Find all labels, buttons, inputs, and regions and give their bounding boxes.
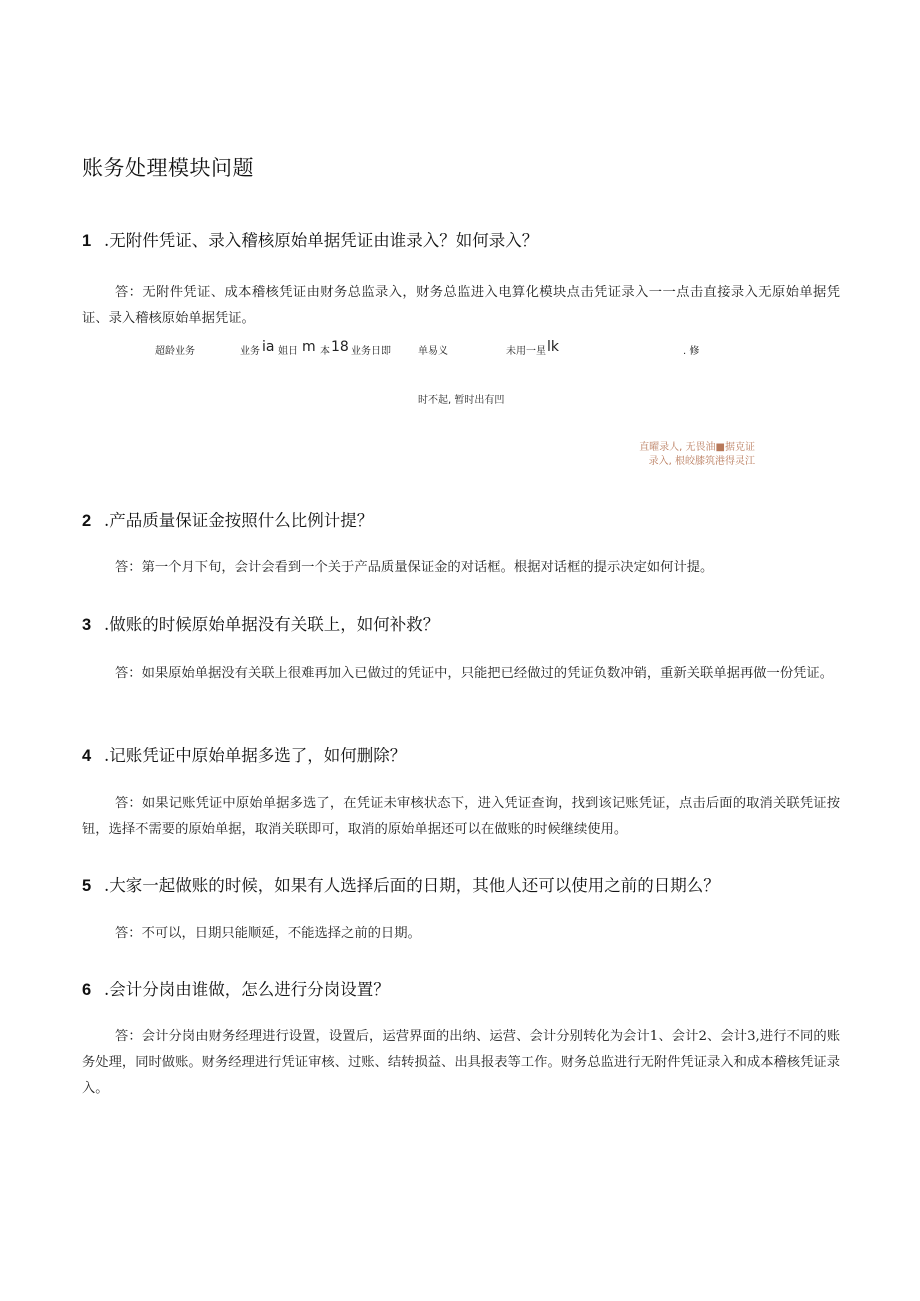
figure-label: 姐日 (278, 346, 298, 357)
question-text: .做账的时候原始单据没有关联上，如何补救？ (104, 615, 440, 634)
figure-label: 超龄业务 (155, 346, 195, 357)
question-text: .产品质量保证金按照什么比例计提？ (104, 511, 374, 530)
page-title: 账务处理模块问题 (82, 156, 254, 180)
answer-6: 答：会计分岗由财务经理进行设置，设置后，运营界面的出纳、运营、会计分别转化为会计1、会计2、会计3,进行不同的账务处理，同时做账。财务经理进行凭证审核、过账、结转损益、出具报表等工作。财务总监进行无附件凭证录入和成本稽核凭证录入。 (82, 1029, 840, 1096)
figure-label: ia (262, 339, 275, 355)
question-number: 5 (82, 877, 92, 895)
figure-label: 本 (320, 346, 330, 357)
answer-4: 答：如果记账凭证中原始单据多选了，在凭证未审核状态下，进入凭证查询，找到该记账凭证，点击后面的取消关联凭证按钮，选择不需要的原始单据，取消关联即可，取消的原始单据还可以在做账的时候继续使用。 (82, 796, 840, 837)
answer-2: 答：第一个月下旬，会计会看到一个关于产品质量保证金的对话框。根据对话框的提示决定如何计提。 (115, 560, 714, 575)
question-text: .会计分岗由谁做，怎么进行分岗设置？ (104, 980, 390, 999)
question-text: .大家一起做账的时候，如果有人选择后面的日期，其他人还可以使用之前的日期么？ (104, 876, 720, 895)
answer-1: 答：无附件凭证、成本稽核凭证由财务总监录入，财务总监进入电算化模块点击凭证录入一一点击直接录入无原始单据凭证、录入稽核原始单据凭证。 (82, 285, 840, 326)
figure-label: lk (547, 339, 559, 355)
figure-label: 18 (331, 339, 349, 355)
question-text: .记账凭证中原始单据多选了，如何删除？ (104, 746, 407, 765)
question-1 (82, 227, 538, 251)
figure-label: 未用一星 (506, 346, 546, 357)
question-5 (82, 872, 720, 896)
question-text: .无附件凭证、录入稽核原始单据凭证由谁录入？如何录入？ (104, 231, 539, 250)
question-6 (82, 976, 390, 1000)
figure-note (639, 441, 755, 469)
figure-label: 单易义 (418, 346, 448, 357)
question-2 (82, 507, 373, 531)
figure-note-line: 直曜录人, 无畏油■据克证 (639, 442, 755, 453)
question-number: 3 (82, 616, 92, 634)
question-number: 2 (82, 512, 92, 530)
figure-label: m (302, 339, 316, 355)
question-number: 4 (82, 747, 92, 765)
question-number: 1 (82, 232, 92, 250)
question-number: 6 (82, 981, 92, 999)
question-3 (82, 611, 439, 635)
figure-note-line: 录入, 根皎膝筑港得灵江 (648, 456, 755, 467)
answer-5: 答：不可以，日期只能顺延，不能选择之前的日期。 (115, 926, 421, 941)
question-4 (82, 742, 406, 766)
answer-3: 答：如果原始单据没有关联上很难再加入已做过的凭证中，只能把已经做过的凭证负数冲销，重新关联单据再做一份凭证。 (115, 666, 834, 681)
figure-label: . 修 (683, 346, 700, 357)
figure-label: 业务 (240, 346, 260, 357)
figure-label: 时不起, 暂时出有凹 (418, 395, 505, 406)
figure-label: 业务日即 (351, 346, 391, 357)
